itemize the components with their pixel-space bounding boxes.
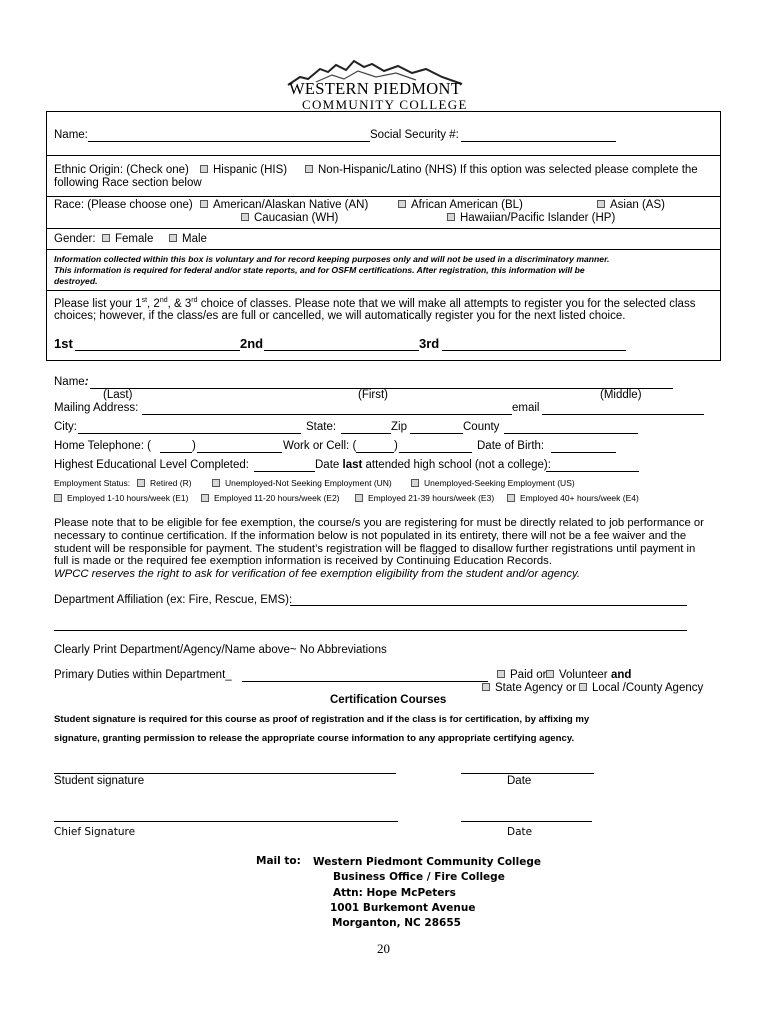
ethnic-his-option[interactable]: Hispanic (HIS) [200, 164, 287, 176]
department-affiliation-label: Department Affiliation (ex: Fire, Rescue, EMS): [54, 594, 293, 606]
student-signature-label: Student signature [54, 775, 145, 787]
page-number: 20 [377, 941, 390, 956]
hs-date-field[interactable] [546, 471, 639, 472]
gender-female-option[interactable]: Female [102, 233, 153, 245]
privacy-notice-2: This information is required for federal and/or state reports, and for OSFM certifications. After registration, this information will be [54, 265, 585, 275]
state-agency-option[interactable]: State Agency or [482, 682, 576, 694]
ethnic-origin-label: Ethnic Origin: (Check one) [54, 164, 189, 176]
first-name-label: (First) [358, 389, 389, 401]
race-label: Race: (Please choose one) [54, 199, 193, 211]
checkbox-icon[interactable] [241, 213, 249, 221]
zip-label: Zip [391, 421, 407, 433]
student-name-label: Name: [54, 376, 89, 388]
work-paren-close: ) [394, 440, 398, 452]
emp-e3-option[interactable]: Employed 21-39 hours/week (E3) [355, 493, 494, 503]
logo-line-2: COMMUNITY COLLEGE [302, 97, 468, 112]
checkbox-icon[interactable] [355, 494, 363, 502]
home-paren-close: ) [192, 440, 196, 452]
checkbox-icon[interactable] [169, 234, 177, 242]
education-label: Highest Educational Level Completed: [54, 459, 249, 471]
checkbox-icon[interactable] [447, 213, 455, 221]
chief-date-label: Date [507, 826, 533, 838]
checkbox-icon[interactable] [305, 165, 313, 173]
home-telephone-label: Home Telephone: ( [54, 440, 151, 452]
department-affiliation-field-2[interactable] [54, 630, 687, 631]
choice-3-field[interactable] [442, 350, 626, 351]
department-affiliation-field[interactable] [290, 605, 687, 606]
primary-duties-label: Primary Duties within Department_ [54, 669, 232, 681]
checkbox-icon[interactable] [200, 200, 208, 208]
emp-us-option[interactable]: Unemployed-Seeking Employment (US) [411, 478, 575, 488]
mail-line-2: Business Office / Fire College [333, 871, 505, 884]
chief-signature-field[interactable] [54, 821, 398, 822]
chief-signature-label: Chief Signature [54, 826, 136, 838]
email-label: email [512, 402, 540, 414]
checkbox-icon[interactable] [102, 234, 110, 242]
mailing-address-label: Mailing Address: [54, 402, 139, 414]
gender-male-option[interactable]: Male [169, 233, 207, 245]
dob-field[interactable] [551, 452, 616, 453]
logo-line-1: WESTERN PIEDMONT [289, 79, 462, 98]
race-as-option[interactable]: Asian (AS) [597, 199, 665, 211]
signature-note-1: Student signature is required for this course as proof of registration and if the class is for certification, by affixing my [54, 714, 590, 725]
gender-label: Gender: [54, 233, 96, 245]
checkbox-icon[interactable] [579, 683, 587, 691]
work-cell-field[interactable] [399, 452, 472, 453]
mail-line-1: Western Piedmont Community College [313, 856, 542, 868]
student-date-label: Date [507, 775, 532, 787]
education-field[interactable] [254, 471, 315, 472]
home-telephone-field[interactable] [197, 452, 282, 453]
student-signature-field[interactable] [54, 773, 396, 774]
mailing-address-field[interactable] [142, 414, 512, 415]
logo [286, 55, 466, 113]
checkbox-icon[interactable] [137, 479, 145, 487]
checkbox-icon[interactable] [546, 670, 554, 678]
emp-e2-option[interactable]: Employed 11-20 hours/week (E2) [201, 493, 340, 503]
mail-line-5: Morganton, NC 28655 [332, 917, 461, 930]
volunteer-option[interactable]: Volunteer [546, 669, 608, 681]
choice-2-field[interactable] [264, 350, 419, 351]
choice-1-label: 1st [54, 336, 73, 351]
primary-duties-field[interactable] [242, 681, 488, 682]
employment-status-label: Employment Status: [54, 478, 131, 488]
ethnic-nhs-option[interactable]: Non-Hispanic/Latino (NHS) If this option was selected please complete the [305, 164, 698, 176]
checkbox-icon[interactable] [200, 165, 208, 173]
last-name-label: (Last) [103, 389, 133, 401]
emp-retired-option[interactable]: Retired (R) [137, 478, 192, 488]
checkbox-icon[interactable] [597, 200, 605, 208]
checkbox-icon[interactable] [398, 200, 406, 208]
choice-2-label: 2nd [240, 336, 264, 351]
city-label: City: [54, 421, 77, 433]
checkbox-icon[interactable] [212, 479, 220, 487]
signature-note-2: signature, granting permission to release the appropriate course information to any appropriate certifying agency. [54, 733, 575, 744]
chief-date-field[interactable] [461, 821, 592, 822]
race-hp-option[interactable]: Hawaiian/Pacific Islander (HP) [447, 212, 615, 224]
state-field[interactable] [341, 433, 391, 434]
ssn-label: Social Security #: [370, 129, 459, 141]
class-choice-instructions: Please list your 1st, 2nd, & 3rd choice of classes. Please note that we will make all attempts to register you for the selected class [54, 297, 696, 310]
ethnic-continued: following Race section below [54, 177, 202, 189]
middle-name-label: (Middle) [600, 389, 642, 401]
race-wh-option[interactable]: Caucasian (WH) [241, 212, 338, 224]
checkbox-icon[interactable] [201, 494, 209, 502]
mail-line-3: Attn: Hope McPeters [333, 886, 456, 899]
state-label: State: [306, 421, 337, 433]
choice-3-label: 3rd [419, 336, 440, 351]
work-area-code-field[interactable] [356, 452, 394, 453]
county-field[interactable] [504, 433, 638, 434]
checkbox-icon[interactable] [482, 683, 490, 691]
hs-date-label: Date last attended high school (not a college): [315, 459, 551, 471]
print-note: Clearly Print Department/Agency/Name above~ No Abbreviations [54, 644, 387, 656]
checkbox-icon[interactable] [507, 494, 515, 502]
work-cell-label: Work or Cell: ( [283, 440, 357, 452]
local-agency-option[interactable]: Local /County Agency [579, 682, 703, 694]
ssn-field[interactable] [461, 141, 616, 142]
email-field[interactable] [542, 414, 704, 415]
mail-address [313, 855, 541, 931]
race-bl-option[interactable]: African American (BL) [398, 199, 523, 211]
county-label: County [463, 421, 500, 433]
emp-e4-option[interactable]: Employed 40+ hours/week (E4) [507, 493, 639, 503]
mail-line-4: 1001 Burkemont Avenue [330, 901, 476, 914]
certification-courses-title: Certification Courses [330, 694, 447, 706]
emp-e1-option[interactable]: Employed 1-10 hours/week (E1) [54, 493, 188, 503]
name-label: Name: [54, 129, 88, 141]
race-an-option[interactable]: American/Alaskan Native (AN) [200, 199, 368, 211]
privacy-notice-1: Information collected within this box is voluntary and for record keeping purposes only and will not be used in a discriminatory manner. [54, 254, 610, 264]
class-choice-instructions-2: choices; however, if the class/es are full or cancelled, we will automatically register you for the next listed choice. [54, 310, 626, 322]
checkbox-icon[interactable] [54, 494, 62, 502]
student-date-field[interactable] [461, 773, 594, 774]
paid-option[interactable]: Paid or [497, 669, 546, 681]
zip-field[interactable] [410, 433, 463, 434]
checkbox-icon[interactable] [497, 670, 505, 678]
and-label: and [611, 669, 632, 681]
choice-1-field[interactable] [75, 350, 240, 351]
emp-un-option[interactable]: Unemployed-Not Seeking Employment (UN) [212, 478, 392, 488]
exemption-paragraph: Please note that to be eligible for fee exemption, the course/s you are registering for must be directly related to job performance or necessary to continue certification. If the information below is not populated in its entirety, there will not be a fee waiver and the student will be responsible for payment. The student’s registration will be flagged to disallow further registrations until payment in full is made or the required fee exemption information is received by Continuing Education Records. WPCC reserves the right to ask for verification of fee exemption eligibility from the student and/or agency. [54, 517, 704, 581]
dob-label: Date of Birth: [477, 440, 545, 452]
city-field[interactable] [78, 433, 301, 434]
privacy-notice-3: destroyed. [54, 276, 98, 286]
name-field[interactable] [88, 141, 370, 142]
checkbox-icon[interactable] [411, 479, 419, 487]
home-area-code-field[interactable] [160, 452, 192, 453]
mail-to-label: Mail to: [256, 855, 301, 867]
